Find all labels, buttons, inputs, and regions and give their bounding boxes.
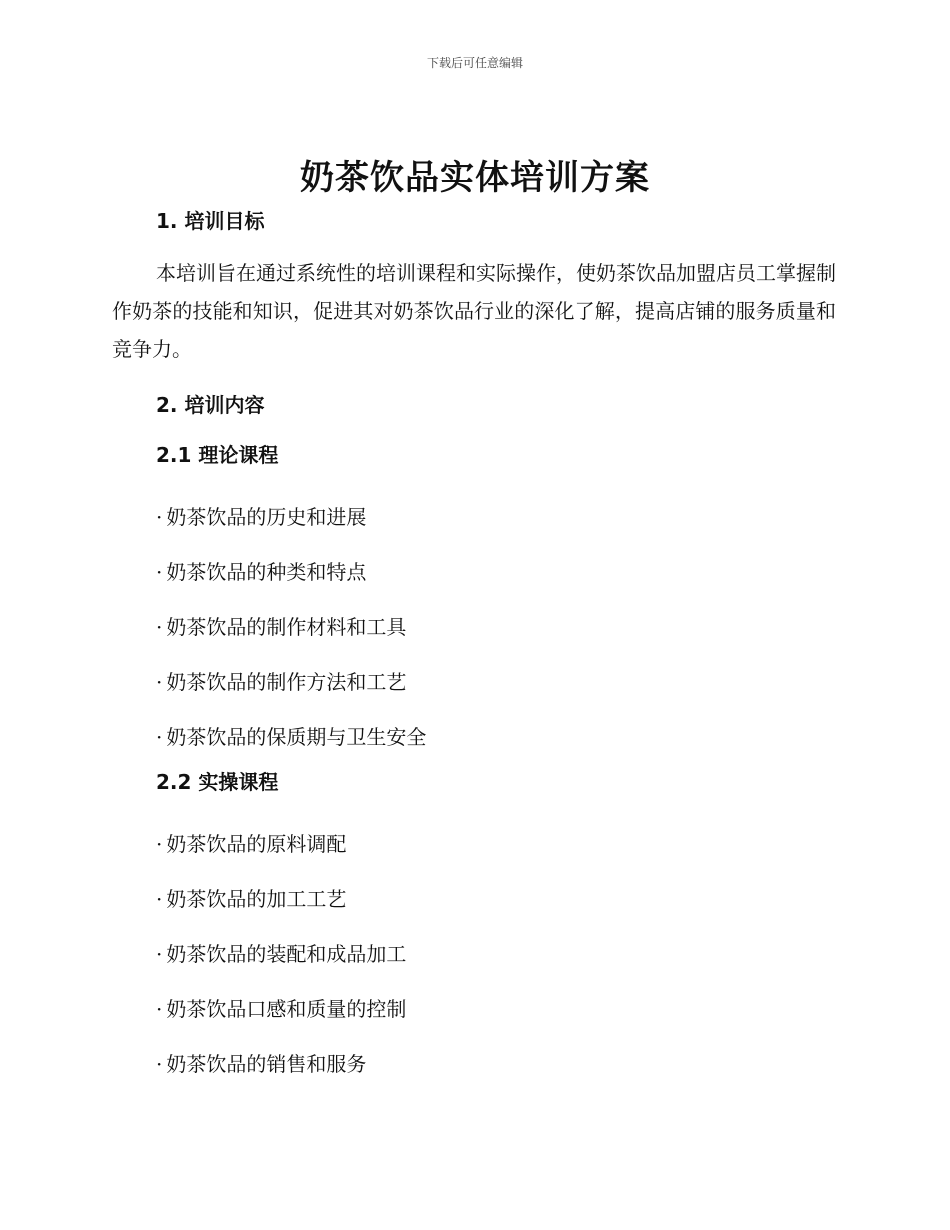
theory-course-list xyxy=(156,490,836,765)
bullet-icon: · xyxy=(156,670,163,694)
list-item-text: 奶茶饮品的保质期与卫生安全 xyxy=(166,725,427,749)
practice-course-list xyxy=(156,817,836,1092)
list-item xyxy=(156,545,836,600)
training-goal-paragraph: 本培训旨在通过系统性的培训课程和实际操作，使奶茶饮品加盟店员工掌握制作奶茶的技能和知识，促进其对奶茶饮品行业的深化了解，提高店铺的服务质量和竞争力。 xyxy=(112,261,836,361)
bullet-icon: · xyxy=(156,887,163,911)
list-item xyxy=(156,982,836,1037)
bullet-icon: · xyxy=(156,615,163,639)
bullet-icon: · xyxy=(156,560,163,584)
document-title: 奶茶饮品实体培训方案 xyxy=(300,158,650,198)
list-item-text: 奶茶饮品的装配和成品加工 xyxy=(166,942,407,966)
document-body xyxy=(112,202,836,1092)
bullet-icon: · xyxy=(156,505,163,529)
list-item xyxy=(156,710,836,765)
list-item-text: 奶茶饮品的种类和特点 xyxy=(166,560,367,584)
list-item-text: 奶茶饮品口感和质量的控制 xyxy=(166,997,407,1021)
list-item-text: 奶茶饮品的原料调配 xyxy=(166,832,347,856)
list-item xyxy=(156,1037,836,1092)
bullet-icon: · xyxy=(156,1052,163,1076)
list-item-text: 奶茶饮品的制作材料和工具 xyxy=(166,615,407,639)
list-item xyxy=(156,817,836,872)
bullet-icon: · xyxy=(156,725,163,749)
list-item-text: 奶茶饮品的制作方法和工艺 xyxy=(166,670,407,694)
list-item-text: 奶茶饮品的加工工艺 xyxy=(166,887,347,911)
subsection-heading-theory: 2.1 理论课程 xyxy=(156,443,279,467)
section-heading-training-content: 2. 培训内容 xyxy=(156,393,265,417)
bullet-icon: · xyxy=(156,942,163,966)
bullet-icon: · xyxy=(156,997,163,1021)
list-item xyxy=(156,490,836,545)
list-item xyxy=(156,927,836,982)
header-note: 下载后可任意编辑 xyxy=(426,56,523,70)
list-item-text: 奶茶饮品的销售和服务 xyxy=(166,1052,367,1076)
section-heading-training-goal: 1. 培训目标 xyxy=(156,209,265,233)
list-item-text: 奶茶饮品的历史和进展 xyxy=(166,505,367,529)
list-item xyxy=(156,655,836,710)
list-item xyxy=(156,600,836,655)
subsection-heading-practice: 2.2 实操课程 xyxy=(156,770,279,794)
bullet-icon: · xyxy=(156,832,163,856)
list-item xyxy=(156,872,836,927)
